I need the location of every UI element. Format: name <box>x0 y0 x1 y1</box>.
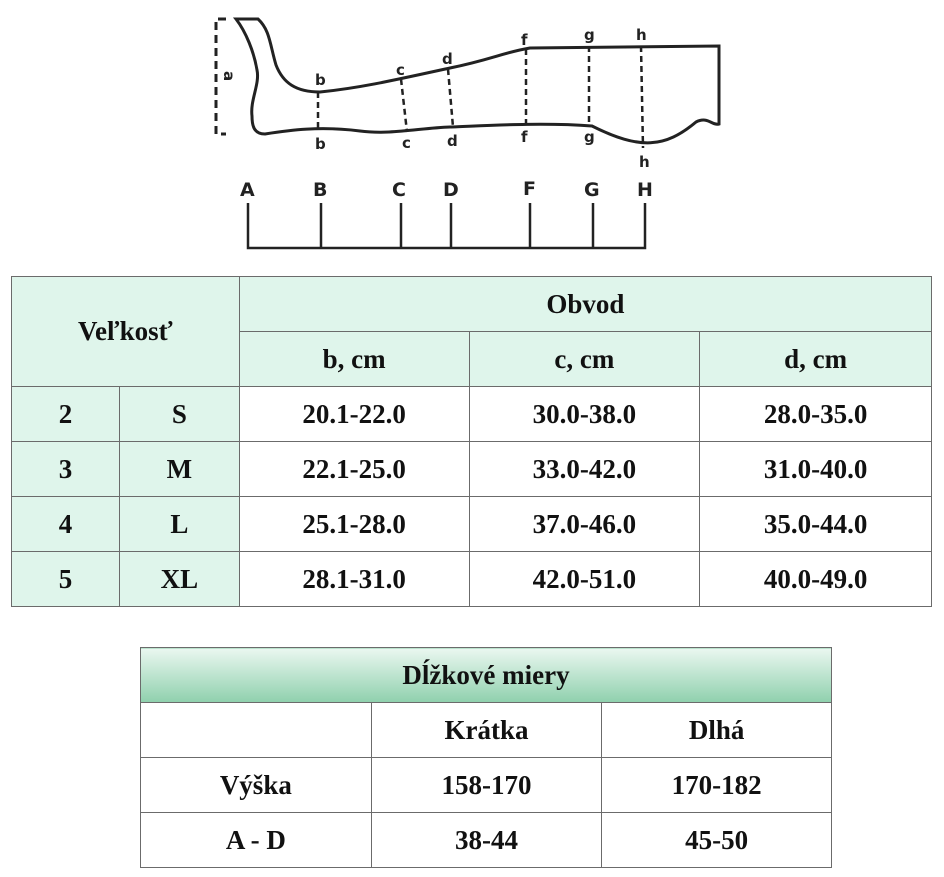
value-d: 40.0-49.0 <box>700 552 932 607</box>
line-h <box>641 46 643 148</box>
size-number: 2 <box>12 387 120 442</box>
value-b: 25.1-28.0 <box>239 497 469 552</box>
value-b: 28.1-31.0 <box>239 552 469 607</box>
axis-label-G: G <box>584 179 600 201</box>
lower-label-g: g <box>584 128 595 146</box>
leg-outline-figure <box>0 0 944 270</box>
axis-label-A: A <box>240 179 255 201</box>
size-header: Veľkosť <box>12 277 240 387</box>
upper-label-g: g <box>584 26 595 44</box>
table-row <box>141 758 832 813</box>
axis-label-C: C <box>392 179 406 201</box>
column-header-d: d, cm <box>700 332 932 387</box>
measure-a-label: a <box>220 71 238 82</box>
column-header-c: c, cm <box>469 332 700 387</box>
circumference-header: Obvod <box>239 277 931 332</box>
value-d: 31.0-40.0 <box>700 442 932 497</box>
upper-label-c: c <box>396 61 405 79</box>
size-table <box>11 276 932 607</box>
size-letter: M <box>119 442 239 497</box>
axis-line <box>248 203 645 248</box>
size-table-header-row <box>12 277 932 332</box>
axis-label-H: H <box>637 179 653 201</box>
upper-label-f: f <box>521 31 528 49</box>
value-short: 38-44 <box>371 813 602 868</box>
length-header-empty <box>141 703 372 758</box>
value-b: 22.1-25.0 <box>239 442 469 497</box>
value-short: 158-170 <box>371 758 602 813</box>
table-row <box>12 387 932 442</box>
lower-label-c: c <box>402 134 411 152</box>
size-number: 3 <box>12 442 120 497</box>
upper-label-b: b <box>315 71 326 89</box>
row-label: Výška <box>141 758 372 813</box>
lower-label-h: h <box>639 153 650 171</box>
axis-label-D: D <box>443 179 459 201</box>
lower-labels <box>315 128 650 171</box>
upper-label-h: h <box>636 26 647 44</box>
line-c <box>401 79 407 132</box>
value-d: 35.0-44.0 <box>700 497 932 552</box>
table-row <box>12 442 932 497</box>
length-table-title: Dĺžkové miery <box>141 648 832 703</box>
table-row <box>12 497 932 552</box>
size-letter: XL <box>119 552 239 607</box>
size-number: 4 <box>12 497 120 552</box>
value-c: 30.0-38.0 <box>469 387 700 442</box>
upper-labels <box>315 26 647 89</box>
axis-label-F: F <box>523 178 536 200</box>
axis-label-B: B <box>313 179 328 201</box>
size-number: 5 <box>12 552 120 607</box>
value-c: 33.0-42.0 <box>469 442 700 497</box>
value-long: 170-182 <box>602 758 832 813</box>
leg-measurement-diagram <box>0 0 944 270</box>
value-c: 37.0-46.0 <box>469 497 700 552</box>
value-d: 28.0-35.0 <box>700 387 932 442</box>
length-axis <box>240 178 653 248</box>
upper-label-d: d <box>442 50 453 68</box>
table-row <box>12 552 932 607</box>
table-row <box>141 813 832 868</box>
line-d <box>448 69 453 127</box>
value-long: 45-50 <box>602 813 832 868</box>
length-table-title-row <box>141 648 832 703</box>
lower-label-f: f <box>521 128 528 146</box>
length-header-short: Krátka <box>371 703 602 758</box>
value-c: 42.0-51.0 <box>469 552 700 607</box>
length-header-long: Dlhá <box>602 703 832 758</box>
column-header-b: b, cm <box>239 332 469 387</box>
lower-label-d: d <box>447 132 458 150</box>
size-letter: S <box>119 387 239 442</box>
value-b: 20.1-22.0 <box>239 387 469 442</box>
lower-label-b: b <box>315 135 326 153</box>
length-table-header-row <box>141 703 832 758</box>
row-label: A - D <box>141 813 372 868</box>
length-table <box>140 647 832 868</box>
size-letter: L <box>119 497 239 552</box>
